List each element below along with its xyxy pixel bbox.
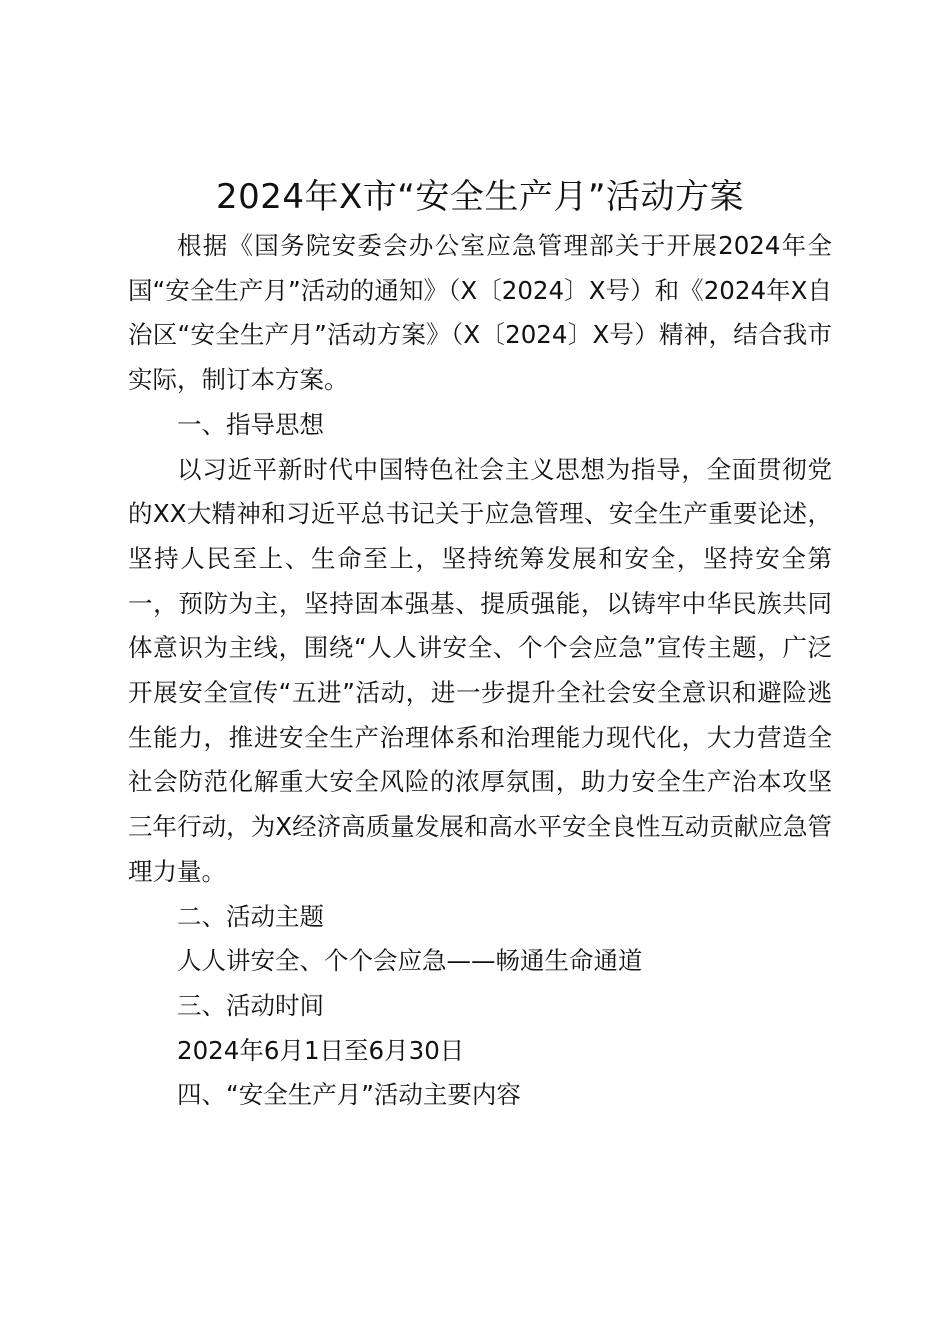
section-heading-activity-theme: 二、活动主题	[177, 901, 324, 931]
section-heading-guiding-ideology: 一、指导思想	[177, 409, 324, 439]
intro-paragraph: 根据《国务院安委会办公室应急管理部关于开展2024年全国“安全生产月”活动的通知》（X〔2024〕X号）和《2024年X自治区“安全生产月”活动方案》（X〔2024〕X号）精神，结合我市实际，制订本方案。	[128, 231, 832, 395]
section-body-activity-theme: 人人讲安全、个个会应急——畅通生命通道	[177, 946, 643, 976]
section-heading-activity-time: 三、活动时间	[177, 990, 324, 1020]
document-title: 2024年X市“安全生产月”活动方案	[215, 177, 745, 217]
section-body-guiding-ideology: 以习近平新时代中国特色社会主义思想为指导，全面贯彻党的XX大精神和习近平总书记关于应急管理、安全生产重要论述，坚持人民至上、生命至上，坚持统筹发展和安全，坚持安全第一，预防为主，坚持固本强基、提质强能，以铸牢中华民族共同体意识为主线，围绕“人人讲安全、个个会应急”宣传主题，广泛开展安全宣传“五进”活动，进一步提升全社会安全意识和避险逃生能力，推进安全生产治理体系和治理能力现代化，大力营造全社会防范化解重大安全风险的浓厚氛围，助力安全生产治本攻坚三年行动，为X经济高质量发展和高水平安全良性互动贡献应急管理力量。	[128, 454, 832, 886]
section-heading-main-content: 四、“安全生产月”活动主要内容	[177, 1080, 521, 1110]
document-page	[128, 170, 832, 1118]
section-body-activity-time: 2024年6月1日至6月30日	[177, 1035, 465, 1065]
